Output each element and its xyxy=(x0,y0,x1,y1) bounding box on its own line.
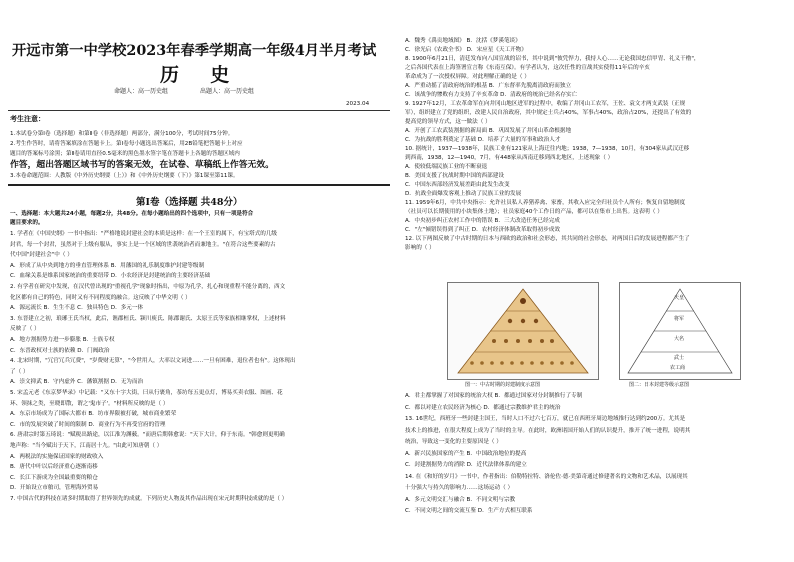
pyramid-svg xyxy=(448,283,598,379)
subject-title: 历 史 xyxy=(160,64,236,86)
question-line: （社员可以长期使用的小块集体土地）；社员家庭40个工作日的产品，都可以在集市上出售。这表明（ ） xyxy=(405,209,663,215)
question-line: C．中国东西部经济发展差距由此发生改变 xyxy=(405,182,510,188)
question-line: A．多元文明交汇与融合 B．不同文明与宗教 xyxy=(405,496,516,503)
question-line: 了（ ） xyxy=(10,368,29,375)
reviewer-line: 出题人：高一历史组 xyxy=(200,88,255,95)
question-line: 3. 东晋建立之初，琅琊王氏当权，此后，谯郡桓氏、颍川庾氏、陈郡谢氏、太原王氏等家族相继掌权，上述材料 xyxy=(10,315,286,322)
right-column xyxy=(397,0,794,562)
question-line: 环、领抹之类，至晓即散，谓之'鬼市子'。"材料所反映的是（ ） xyxy=(10,400,169,407)
question-line: C．不同文明之间的交流互鉴 D．生产方式相互联系 xyxy=(405,508,533,514)
section-heading: 第Ⅰ卷（选择题 共48分） xyxy=(136,197,243,208)
question-line: 统治，导致这一变化的主要原因是（ ） xyxy=(405,439,502,445)
question-line: 到西南，1938，12—1940，7月，有448家从西南迁移到西北地区，上述现象（ ） xyxy=(405,155,614,161)
question-line: A．源远流长 B．生生不息 C．独具特色 D．多元一体 xyxy=(10,305,144,312)
question-line: A．魏秀《禹贡地域图》 B．沈括《梦溪笔谈》 xyxy=(405,38,521,44)
notice-line-5: 3.本卷命题范围：人教版《中外历史纲要（上）》和《中外历史纲要（下）》第1课至第11课。 xyxy=(10,173,239,179)
feudal-pyramid-figure xyxy=(447,282,599,380)
notice-line-4: 作答，超出答题区域书写的答案无效，在试卷、草稿纸上作答无效。 xyxy=(10,160,274,170)
question-line: A．开创了工农武装割据的新局面 B．巩固发展了井冈山革命根据地 xyxy=(405,128,572,134)
question-line: C．该战争的惨败有力支持了辛亥革命 D．清政府的统治已经名存实亡 xyxy=(405,92,578,98)
question-line: 之后各国代表在上海签署宣言称《东南互保》。有学者认为，这次任性的宣战其实使得11年后的辛亥 xyxy=(405,65,650,71)
figure-caption-2: 图二：日本封建等级示意图 xyxy=(629,382,690,388)
question-line: A．形成了从中央到地方的垂直管理体系 B．用藩国的礼乐制度维护封建等级制 xyxy=(10,262,205,269)
question-line: C．血缘关系是维系国家统治的重要纽带 D．小农经济是封建统治的主要经济基础 xyxy=(10,273,211,280)
question-line: 提高党的领导方式，这一做法（ ） xyxy=(405,119,491,125)
question-line: D．开始设立市舶司，管理海外贸易 xyxy=(10,485,99,492)
question-line: 10. 据统计，1937—1938年，民族工业有121家从上海迁往内地；1938，7—1938，10月，有304家从武汉迁移 xyxy=(405,146,690,152)
notice-line-1: 1.本试卷分第Ⅰ卷（选择题）和第Ⅱ卷（非选择题）两部分，满分100分，考试时间75分钟。 xyxy=(10,131,234,137)
question-line: 封君，每一个封君，虽然对于上级有服从，事实上是一个区域的世袭统治者而兼地主。"在符合这些要素的古 xyxy=(10,241,276,248)
question-line: A．东京市场成为了国际大都市 B．坊市界限被打破，城市商业繁荣 xyxy=(10,411,177,418)
label-commoners: 农工商 xyxy=(670,365,686,371)
question-line: A．新兴民族国家的产生 B．中国政治地位的提高 xyxy=(405,450,527,457)
question-line: C．"左"倾错误得到了纠正 D．农村经济体制改革取得初步成效 xyxy=(405,227,560,233)
header-divider xyxy=(8,110,390,111)
question-line: 14. 在《和好的岁月》一书中，作者指出：伯勒特拉特、洛伦佐·德·美第奇通过修建著名的文物和艺术品，以展现其 xyxy=(405,473,688,480)
question-line: 6. 唐肃宗时第五琦说："赋税出路途，以江淮为渊薮。"而唐后期韩愈说："天下大计，仰于东南。"韩愈则更明确 xyxy=(10,432,285,439)
question-line: B．美国支援了抗战时期中国的西部建设 xyxy=(405,173,504,179)
question-line: 9. 1927年12月，工农革命军在向井冈山地区进军的过程中，收编了井冈山工农军，王佐、袁文才两支武装（正规 xyxy=(405,101,686,107)
question-line: 2. 有学者在研究中发现，在汉代曾出现的"重视孔学"现象时指出，中原为孔学，扎心和现重程不能分离的，西文 xyxy=(10,284,286,290)
question-line: 地声称："当今赋出于天下，江南居十九。"由此可知唐朝（ ） xyxy=(10,443,163,449)
notice-line-2: 2.考生作答时，请将答案填涂在答题卡上。第Ⅰ卷每小题选出答案后，用2B铅笔把答题卡上对应 xyxy=(10,141,243,147)
exam-title: 开远市第一中学校2023年春季学期高一年级4月半月考试 xyxy=(12,43,377,59)
exam-date: 2023.04 xyxy=(346,101,370,107)
question-line: C．徐光启《农政全书》 D．宋应星《天工开物》 xyxy=(405,47,527,53)
question-line: 1. 学者在《中国史纲》一书中指出："严格地说封建社会的本质是这样：在一个王室的属下，有宝塔式的几级 xyxy=(10,231,278,237)
question-line: A．君主都掌握了对国家的统治大权 B．都通过国家对分封制推行了专制 xyxy=(405,393,583,399)
label-emperor: 天皇 xyxy=(674,295,685,301)
question-line: 13. 16世纪，西班牙一些封建主国王，当时人口不过六七百万，就已在西班牙周边地域推行达到约200万。尤其是 xyxy=(405,416,686,422)
question-line: C．东晋政权对士族的依赖 D．门阀政治 xyxy=(10,347,110,354)
question-line: C．为抗战的胜利奠定了基础 D．培养了大量的军事和政治人才 xyxy=(405,137,561,143)
question-line: A．使较低端民族工业的不断衰退 xyxy=(405,164,488,170)
japan-hierarchy-figure xyxy=(619,282,741,380)
label-samurai: 武士 xyxy=(674,355,685,361)
question-line: 5. 宋孟元老《东京梦华录》中记载："又东十字大街，曰从行裹角，茶坊每五更点灯，博易买卖衣服、图画、花 xyxy=(10,390,283,396)
question-line: C．封建割据势力的消除 D．近代法律体系的建立 xyxy=(405,462,527,468)
section-instruction-1: 一、选择题：本大题共24小题，每题2分，共48分。在每小题给出的四个选项中，只有一项是符合 xyxy=(10,211,254,217)
question-line: 代中国"封建社会"中（ ） xyxy=(10,252,73,259)
question-line: C．都以对建立农民经济为核心 D．都通过宗教维护君主的统治 xyxy=(405,404,561,411)
question-line: 军），组织建立了党的组织，改建人民自治政府，其中规定士兵占40%，军事占40%，政治占20%，还提出了有效的 xyxy=(405,110,692,116)
setter-line: 命题人：高一历史组 xyxy=(114,88,169,95)
question-line: 8. 1900年6月21日，清廷发布向八国宣战的诏书，其中说到"彼凭悍力，我恃人心……无论我国忠信甲胄、礼义干橹"， xyxy=(405,56,700,62)
label-daimyo: 大名 xyxy=(674,336,685,342)
question-line: B．唐代中叶以后经济重心逐渐南移 xyxy=(10,464,98,471)
question-line: 4. 北宋时期，"冗官冗兵冗费"，"岁费财无算"，"今世用人，大率以文词进……一旦有困难，退位者也有"。这体现出 xyxy=(10,358,296,365)
question-line: C．长江下游成为全国最重要的粮仓 xyxy=(10,474,98,481)
question-line: 革命成为了一次授权屏障。对此理解正确的是（ ） xyxy=(405,74,530,80)
question-line: 11. 1959年6月，中共中央指示：允许社员私人养猪养禽、家畜，其收入应完全归社员个人所有；恢复自留地制度 xyxy=(405,200,686,206)
question-line: 反映了（ ） xyxy=(10,326,40,333)
king-figure xyxy=(520,298,526,304)
question-line: 影响的（ ） xyxy=(405,245,435,251)
question-line: 十分强大与持久的影响力……这场运动（ ） xyxy=(405,485,514,491)
question-line: 技术上的推进，在很大程度上成为了当时的主导。在此时，欧洲诸国开始人们的认识提升，推开了统一进程，说明其 xyxy=(405,427,691,434)
notice-divider xyxy=(8,184,390,186)
question-line: 12. 以下两图反映了中古时期的日本与西欧的政治和社会形态，其共同的社会形态，对两国日后的发展进程都产生了 xyxy=(405,236,690,242)
question-line: A．崇文抑武 B．守内虚外 C．藩镇割据 D．无为而治 xyxy=(10,379,144,386)
question-line: A．严重动摇了清政府统治的根基 B．广东督率先脱离清政府而独立 xyxy=(405,83,572,89)
question-line: C．市的发展突破了时间的限制 D．商业行为不再受官府的管理 xyxy=(10,421,166,428)
section-instruction-2: 题目要求的。 xyxy=(10,220,44,226)
figure-caption-1: 图一：中古时期的封建制度示意图 xyxy=(465,382,541,388)
label-shogun: 将军 xyxy=(674,316,685,322)
question-line: 化区都有自己的特色，同时又有不同程度的融合。这反映了中华文明（ ） xyxy=(10,294,191,301)
question-line: A．两税法的实施保证国家的财政收入 xyxy=(10,453,104,460)
notice-line-3: 题目的答案标号涂黑；第Ⅱ卷请用直径0.5毫米的黑色墨水签字笔在答题卡上各题的答题区域内 xyxy=(10,151,240,157)
notice-heading: 考生注意： xyxy=(10,115,45,123)
question-line: A．地方割据势力进一步膨胀 B．士族专权 xyxy=(10,337,115,343)
question-line: 7. 中国古代的科技在诸多时期取得了世界领先的成就。下列历史人物及其作品出现在宋元时期科技成就的是（ ） xyxy=(10,496,288,502)
question-line: D．抗战全面爆发客观上推动了民族工业的发展 xyxy=(405,191,522,197)
question-line: A．中央初步纠正农村工作中的错误 B．三大改造任务已经完成 xyxy=(405,218,560,224)
